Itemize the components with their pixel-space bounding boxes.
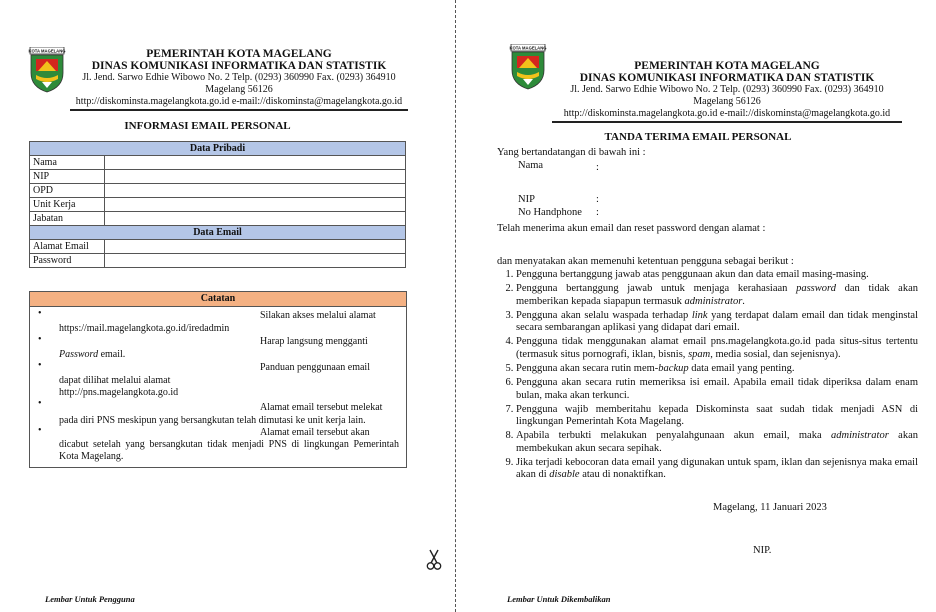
- nip-field[interactable]: [105, 170, 406, 184]
- list-item: 8. Apabila terbukti melakukan penyalahgunaan akun email, maka administrator akan membekukan akun secara sepihak.: [516, 430, 918, 455]
- work-unit-field[interactable]: [105, 198, 406, 212]
- phone-colon: :: [596, 207, 599, 218]
- note-text: Alamat email tersebut melekat: [260, 402, 383, 413]
- note-text: dapat dilihat melalui alamat: [59, 375, 171, 386]
- agree-text: dan menyatakan akan memenuhi ketentuan pengguna sebagai berikut :: [497, 256, 794, 267]
- letterhead-postcode: Magelang 56126: [693, 96, 761, 107]
- note-text: Alamat email tersebut akan: [260, 427, 370, 438]
- note-text: dicabut setelah yang bersangkutan tidak menjadi PNS di lingkungan Pemerintah Kota Magelang.: [59, 439, 399, 462]
- note-text: Harap langsung mengganti: [260, 336, 368, 347]
- notes-box: [29, 291, 407, 468]
- letterhead-address: Jl. Jend. Sarwo Edhie Wibowo No. 2 Telp. (0293) 360990 Fax. (0293) 364910: [570, 84, 884, 95]
- personal-data-table: [29, 141, 406, 268]
- name-field[interactable]: [105, 156, 406, 170]
- letterhead-postcode: Magelang 56126: [205, 84, 273, 95]
- bullet-icon: •: [38, 398, 42, 409]
- letterhead-line2: DINAS KOMUNIKASI INFORMATIKA DAN STATISTIK: [91, 60, 387, 72]
- list-item: 2. Pengguna bertanggung jawab untuk menjaga kerahasiaan password dan tidak akan memberikan kepada siapapun termasuk administrator.: [516, 283, 918, 308]
- list-item: 5. Pengguna akan secara rutin mem-backup data email yang penting.: [516, 363, 918, 375]
- field-label: Jabatan: [30, 212, 105, 226]
- scissors-icon: [426, 549, 442, 571]
- note-text: Silakan akses melalui alamat: [260, 310, 376, 321]
- list-item: 6. Pengguna akan secara rutin memeriksa isi email. Apabila email tidak diperiksa dalam enam bulan, maka akan terkunci.: [516, 377, 918, 402]
- list-item: 3. Pengguna akan selalu waspada terhadap link yang terdapat dalam email dan tidak menginstal secara sembarangan aplikasi yang didapat dari email.: [516, 310, 918, 335]
- right-title: TANDA TERIMA EMAIL PERSONAL: [604, 131, 792, 143]
- intro-text: Yang bertandatangan di bawah ini :: [497, 147, 646, 158]
- right-footer: Lembar Untuk Dikembalikan: [507, 594, 611, 604]
- position-field[interactable]: [105, 212, 406, 226]
- bullet-icon: •: [38, 425, 42, 436]
- city-logo: [509, 44, 547, 90]
- letterhead-address: Jl. Jend. Sarwo Edhie Wibowo No. 2 Telp. (0293) 360990 Fax. (0293) 364910: [82, 72, 396, 83]
- list-item: 7. Pengguna wajib memberitahu kepada Diskominsta saat sudah tidak menjadi ASN di lingkungan Pemerintah Kota Magelang.: [516, 404, 918, 429]
- received-text: Telah menerima akun email dan reset password dengan alamat :: [497, 223, 766, 234]
- phone-label: No Handphone: [518, 207, 582, 218]
- note-link[interactable]: http://pns.magelangkota.go.id: [59, 387, 179, 398]
- list-item: 4. Pengguna tidak menggunakan alamat email pns.magelangkota.go.id pada situs-situs tertentu (termasuk situs pornografi, iklan, bisnis, spam, media sosial, dan sejenisnya).: [516, 336, 918, 361]
- email-data-header: Data Email: [30, 226, 406, 240]
- bullet-icon: •: [38, 360, 42, 371]
- letterhead-web: http://diskominsta.magelangkota.go.id e-mail://diskominsta@magelangkota.go.id: [552, 108, 902, 123]
- field-label: Nama: [30, 156, 105, 170]
- nip-label: NIP: [518, 194, 535, 205]
- letterhead-line1: PEMERINTAH KOTA MAGELANG: [634, 60, 820, 72]
- letterhead-web: http://diskominsta.magelangkota.go.id e-mail://diskominsta@magelangkota.go.id: [70, 96, 408, 111]
- letterhead-line1: PEMERINTAH KOTA MAGELANG: [146, 48, 332, 60]
- list-item: 1. Pengguna bertanggung jawab atas penggunaan akun dan data email masing-masing.: [516, 269, 918, 281]
- table-row: [30, 170, 406, 184]
- email-address-field[interactable]: [105, 240, 406, 254]
- field-label: Password: [30, 254, 105, 268]
- field-label: Alamat Email: [30, 240, 105, 254]
- city-logo: [28, 47, 66, 93]
- field-label: Unit Kerja: [30, 198, 105, 212]
- table-row: [30, 212, 406, 226]
- field-label: OPD: [30, 184, 105, 198]
- note-link[interactable]: https://mail.magelangkota.go.id/iredadmin: [59, 323, 230, 334]
- list-item: 9. Jika terjadi kebocoran data email yang digunakan untuk spam, iklan dan sejenisnya maka email akan di disable atau di nonaktifkan.: [516, 457, 918, 482]
- letterhead-right: [552, 60, 902, 123]
- nip-signature: NIP.: [753, 545, 772, 556]
- notes-header: Catatan: [30, 292, 406, 307]
- bullet-icon: •: [38, 308, 42, 319]
- bullet-icon: •: [38, 334, 42, 345]
- opd-field[interactable]: [105, 184, 406, 198]
- table-row: [30, 254, 406, 268]
- nip-colon: :: [596, 194, 599, 205]
- name-label: Nama: [518, 160, 544, 171]
- logo-text: KOTA MAGELANG: [28, 48, 66, 54]
- left-title: INFORMASI EMAIL PERSONAL: [124, 120, 291, 132]
- table-row: [30, 198, 406, 212]
- place-date: Magelang, 11 Januari 2023: [713, 502, 827, 513]
- rules-list: [498, 269, 918, 484]
- name-colon: :: [596, 162, 599, 173]
- cut-line: [455, 0, 456, 612]
- password-field[interactable]: [105, 254, 406, 268]
- table-row: [30, 184, 406, 198]
- field-label: NIP: [30, 170, 105, 184]
- note-text: Password email.: [59, 349, 126, 360]
- logo-text: KOTA MAGELANG: [509, 45, 547, 51]
- table-row: [30, 240, 406, 254]
- table-row: [30, 156, 406, 170]
- personal-data-header: Data Pribadi: [30, 142, 406, 156]
- letterhead-line2: DINAS KOMUNIKASI INFORMATIKA DAN STATISTIK: [579, 72, 875, 84]
- note-text: pada diri PNS meskipun yang bersangkutan telah dimutasi ke unit kerja lain.: [59, 415, 366, 426]
- note-text: Panduan penggunaan email: [260, 362, 370, 373]
- letterhead-left: [70, 48, 408, 111]
- left-footer: Lembar Untuk Pengguna: [45, 594, 135, 604]
